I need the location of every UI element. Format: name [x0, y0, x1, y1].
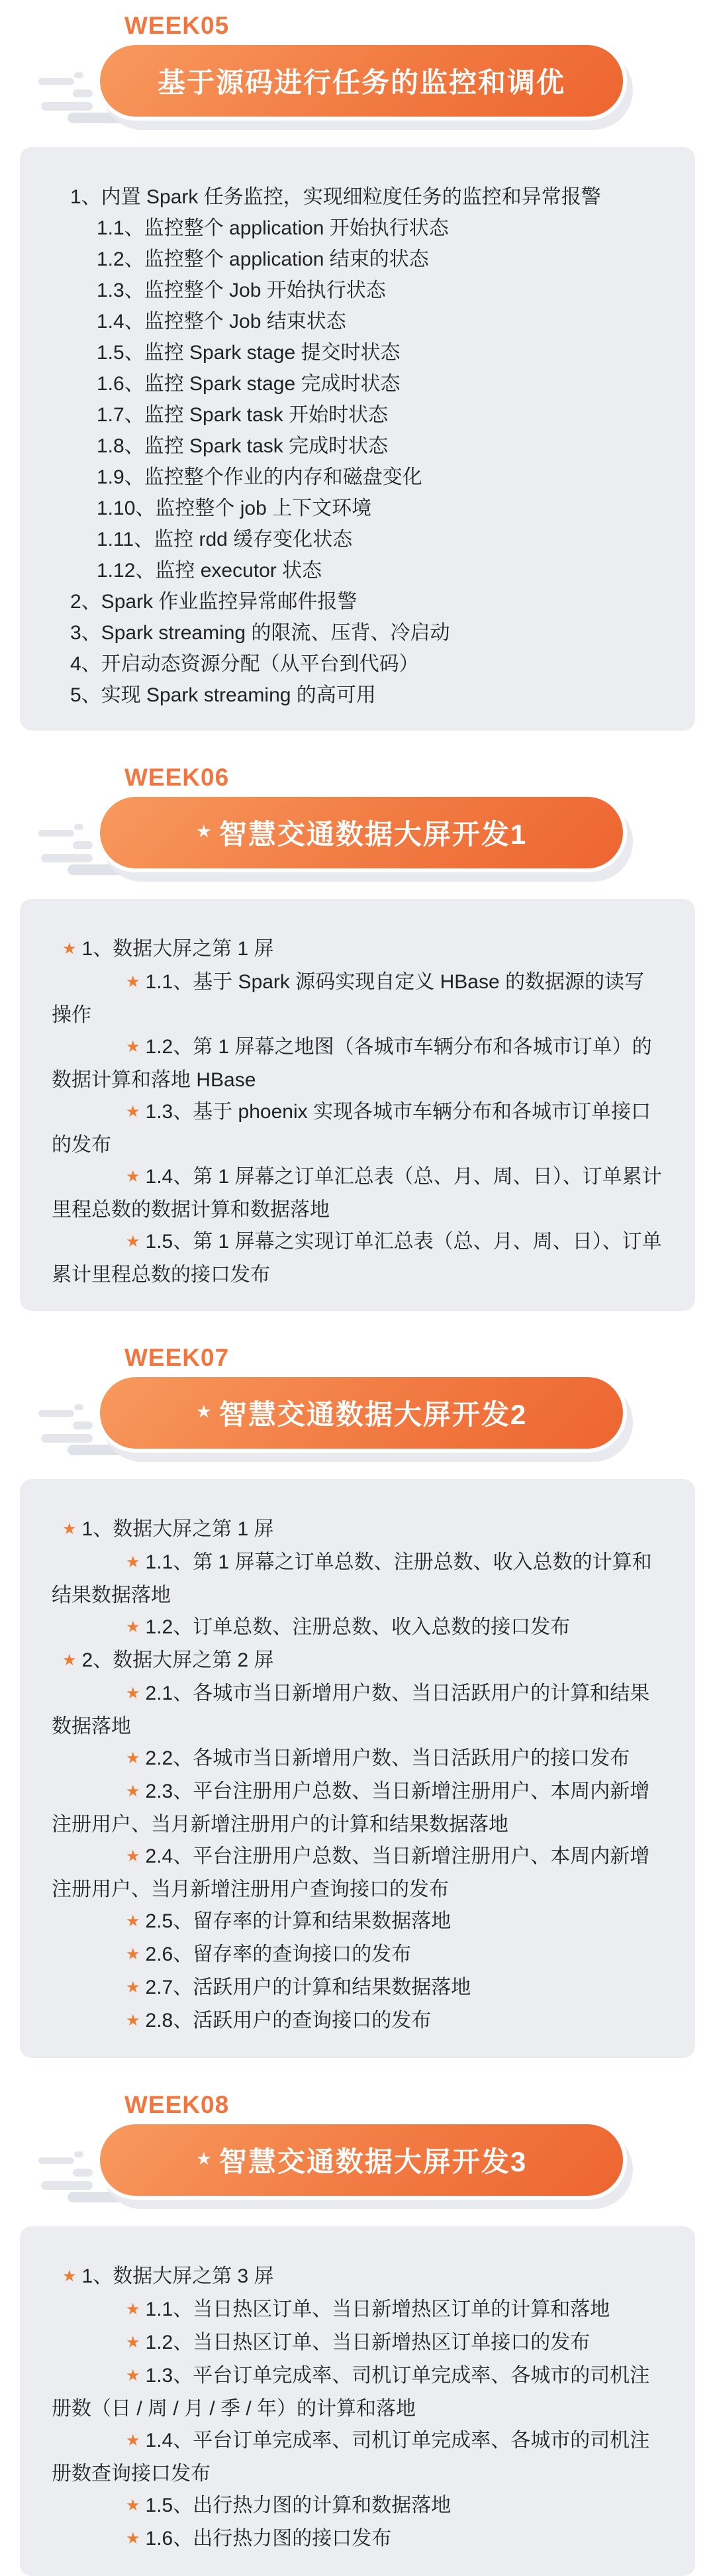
list-item-text: 1.2、第 1 屏幕之地图（各城市车辆分布和各城市订单）的数据计算和落地 HBase — [52, 1036, 652, 1091]
section-banner — [96, 793, 627, 872]
list-item-text: 1.6、监控 Spark stage 完成时状态 — [97, 373, 401, 395]
list-item — [52, 1096, 663, 1161]
list-item-text: 2.7、活跃用户的计算和结果数据落地 — [145, 1977, 471, 1998]
star-bullet-icon: ★ — [126, 1912, 140, 1930]
list-item — [52, 1547, 663, 1612]
speed-line-decoration — [38, 78, 74, 85]
speed-line-decoration — [74, 1404, 83, 1410]
list-item-text: 1.8、监控 Spark task 完成时状态 — [97, 435, 389, 457]
list-item — [52, 2005, 663, 2038]
star-bullet-icon: ★ — [126, 973, 140, 991]
list-item — [52, 2360, 663, 2425]
list-item-text: 4、开启动态资源分配（从平台到代码） — [70, 653, 419, 675]
list-item-text: 1.9、监控整个作业的内存和磁盘变化 — [97, 466, 422, 488]
list-item — [52, 2294, 663, 2327]
list-item-text: 1.4、第 1 屏幕之订单汇总表（总、月、周、日）、订单累计里程总数的数据计算和数据落地 — [52, 1166, 662, 1221]
speed-line-decoration — [38, 830, 74, 837]
list-item-text: 2.1、各城市当日新增用户数、当日活跃用户的计算和结果数据落地 — [52, 1682, 650, 1737]
content-card — [20, 2226, 695, 2576]
list-item-text: 1.5、第 1 屏幕之实现订单汇总表（总、月、周、日）、订单累计里程总数的接口发布 — [52, 1231, 662, 1286]
banner-decoration-wrap — [96, 41, 627, 121]
speed-line-decoration — [38, 2157, 74, 2164]
star-bullet-icon: ★ — [126, 2012, 140, 2030]
week-label: WEEK08 — [124, 2091, 230, 2118]
star-icon: ★ — [195, 2148, 213, 2169]
list-item — [52, 306, 663, 337]
list-item — [52, 524, 663, 555]
list-item-text: 1.10、监控整个 job 上下文环境 — [97, 497, 372, 519]
star-bullet-icon: ★ — [126, 2334, 140, 2351]
list-item-text: 1.12、监控 executor 状态 — [97, 560, 322, 582]
list-item-text: 5、实现 Spark streaming 的高可用 — [70, 684, 376, 706]
star-bullet-icon: ★ — [126, 1945, 140, 1963]
star-bullet-icon: ★ — [126, 1684, 140, 1702]
list-item-text: 1.5、监控 Spark stage 提交时状态 — [97, 342, 401, 364]
list-item-text: 1、内置 Spark 任务监控，实现细粒度任务的监控和异常报警 — [70, 186, 601, 208]
star-icon: ★ — [195, 821, 213, 841]
speed-line-decoration — [73, 89, 93, 97]
list-item — [52, 555, 663, 586]
banner-title-text: 智慧交通数据大屏开发3 — [218, 2146, 528, 2177]
list-item-text: 1、数据大屏之第 3 屏 — [81, 2265, 274, 2287]
list-item — [52, 1939, 663, 1972]
list-item — [52, 431, 663, 462]
star-bullet-icon: ★ — [126, 1847, 140, 1865]
week-section — [0, 12, 715, 731]
list-item — [52, 1031, 663, 1096]
list-item-text: 3、Spark streaming 的限流、压背、冷启动 — [70, 622, 450, 644]
list-item — [52, 1678, 663, 1743]
list-item-text: 2.4、平台注册用户总数、当日新增注册用户、本周内新增注册用户、当月新增注册用户查询接口的发布 — [52, 1845, 650, 1900]
star-bullet-icon: ★ — [126, 2367, 140, 2385]
week-section — [0, 2091, 715, 2576]
section-banner — [96, 41, 627, 121]
banner-title-text: 智慧交通数据大屏开发1 — [218, 819, 528, 850]
list-item-text: 1.3、基于 phoenix 实现各城市车辆分布和各城市订单接口的发布 — [52, 1101, 651, 1156]
speed-line-decoration — [74, 824, 83, 830]
list-item — [52, 493, 663, 524]
list-item-text: 2、Spark 作业监控异常邮件报警 — [70, 591, 358, 613]
list-item-text: 1、数据大屏之第 1 屏 — [81, 1518, 274, 1540]
star-bullet-icon: ★ — [126, 1618, 140, 1636]
list-item — [52, 1776, 663, 1841]
list-item — [52, 1645, 663, 1678]
speed-line-decoration — [73, 841, 93, 849]
star-bullet-icon: ★ — [126, 1038, 140, 1056]
speed-line-decoration — [41, 102, 93, 111]
list-item-text: 1.1、第 1 屏幕之订单总数、注册总数、收入总数的计算和结果数据落地 — [52, 1551, 652, 1606]
list-item-text: 1.3、监控整个 Job 开始执行状态 — [97, 280, 386, 301]
star-bullet-icon: ★ — [62, 940, 77, 958]
banner-decoration-wrap — [96, 2120, 627, 2200]
week-label: WEEK06 — [124, 764, 230, 791]
speed-line-decoration — [73, 1421, 93, 1429]
list-item — [52, 275, 663, 306]
speed-line-decoration — [41, 854, 93, 862]
list-item — [52, 368, 663, 399]
section-banner — [96, 2120, 627, 2200]
star-bullet-icon: ★ — [126, 2530, 140, 2548]
list-item — [52, 680, 663, 711]
list-item — [52, 1612, 663, 1645]
list-item — [52, 181, 663, 213]
content-card — [20, 147, 695, 731]
star-bullet-icon: ★ — [126, 1168, 140, 1186]
list-item-text: 2.2、各城市当日新增用户数、当日活跃用户的接口发布 — [145, 1747, 630, 1769]
list-item — [52, 462, 663, 493]
week-label: WEEK05 — [124, 12, 230, 39]
speed-line-decoration — [74, 72, 83, 78]
star-icon: ★ — [195, 1401, 213, 1421]
banner-decoration-wrap — [96, 1373, 627, 1453]
banner-title-text: 智慧交通数据大屏开发2 — [218, 1399, 528, 1430]
list-item-text: 1.7、监控 Spark task 开始时状态 — [97, 404, 389, 426]
list-item — [52, 648, 663, 680]
list-item — [52, 1972, 663, 2005]
star-bullet-icon: ★ — [126, 2497, 140, 2514]
star-bullet-icon: ★ — [126, 2300, 140, 2318]
list-item-text: 1.2、监控整个 application 结束的状态 — [97, 248, 429, 270]
star-bullet-icon: ★ — [62, 1520, 77, 1538]
week-section — [0, 1344, 715, 2058]
week-section — [0, 764, 715, 1311]
speed-line-decoration — [41, 1434, 93, 1443]
content-card — [20, 899, 695, 1311]
star-bullet-icon: ★ — [126, 2432, 140, 2449]
banner-decoration-wrap — [96, 793, 627, 872]
star-bullet-icon: ★ — [126, 1979, 140, 1996]
star-bullet-icon: ★ — [62, 1651, 77, 1669]
banner-title — [196, 2140, 528, 2180]
list-item — [52, 244, 663, 275]
list-item-text: 1.1、当日热区订单、当日新增热区订单的计算和落地 — [145, 2298, 610, 2320]
list-item — [52, 2425, 663, 2490]
star-bullet-icon: ★ — [126, 1749, 140, 1767]
list-item-text: 2.5、留存率的计算和结果数据落地 — [145, 1910, 452, 1932]
list-item — [52, 2490, 663, 2523]
list-item-text: 2.6、留存率的查询接口的发布 — [145, 1943, 412, 1965]
list-item-text: 1.5、出行热力图的计算和数据落地 — [145, 2495, 452, 2516]
list-item — [52, 2523, 663, 2556]
star-bullet-icon: ★ — [126, 1782, 140, 1800]
list-item-text: 2.8、活跃用户的查询接口的发布 — [145, 2010, 432, 2032]
content-card — [20, 1479, 695, 2058]
banner-title — [158, 61, 565, 101]
list-item-text: 1.4、平台订单完成率、司机订单完成率、各城市的司机注册数查询接口发布 — [52, 2430, 650, 2485]
list-item — [52, 2261, 663, 2294]
list-item — [52, 1841, 663, 1906]
list-item — [52, 617, 663, 648]
star-bullet-icon: ★ — [126, 1233, 140, 1251]
list-item-text: 1.4、监控整个 Job 结束状态 — [97, 311, 346, 333]
speed-line-decoration — [41, 2181, 93, 2190]
list-item — [52, 213, 663, 244]
list-item — [52, 1514, 663, 1547]
list-item — [52, 933, 663, 966]
list-item-text: 1.2、订单总数、注册总数、收入总数的接口发布 — [145, 1616, 571, 1638]
star-bullet-icon: ★ — [62, 2267, 77, 2285]
list-item — [52, 2327, 663, 2360]
banner-title — [196, 1393, 528, 1433]
list-item — [52, 966, 663, 1031]
list-item — [52, 1743, 663, 1776]
star-bullet-icon: ★ — [126, 1103, 140, 1121]
list-item-text: 1.1、基于 Spark 源码实现自定义 HBase 的数据源的读写操作 — [52, 971, 644, 1026]
list-item-text: 1.2、当日热区订单、当日新增热区订单接口的发布 — [145, 2332, 591, 2353]
banner-title-text: 基于源码进行任务的监控和调优 — [157, 67, 565, 98]
list-item-text: 1.6、出行热力图的接口发布 — [145, 2528, 392, 2550]
star-bullet-icon: ★ — [126, 1553, 140, 1571]
speed-line-decoration — [38, 1410, 74, 1417]
banner-title — [196, 813, 528, 852]
list-item-text: 1.1、监控整个 application 开始执行状态 — [97, 217, 449, 239]
list-item — [52, 1906, 663, 1939]
speed-line-decoration — [73, 2169, 93, 2177]
list-item — [52, 1161, 663, 1226]
list-item-text: 1、数据大屏之第 1 屏 — [81, 938, 274, 960]
list-item-text: 1.3、平台订单完成率、司机订单完成率、各城市的司机注册数（日 / 周 / 月 / 季 / 年）的计算和落地 — [52, 2365, 650, 2420]
list-item-text: 2.3、平台注册用户总数、当日新增注册用户、本周内新增注册用户、当月新增注册用户的计算和结果数据落地 — [52, 1780, 650, 1835]
list-item — [52, 586, 663, 617]
list-item-text: 1.11、监控 rdd 缓存变化状态 — [97, 529, 353, 550]
section-banner — [96, 1373, 627, 1453]
list-item — [52, 399, 663, 431]
list-item-text: 2、数据大屏之第 2 屏 — [81, 1649, 274, 1671]
list-item — [52, 1226, 663, 1291]
speed-line-decoration — [74, 2151, 83, 2157]
list-item — [52, 337, 663, 368]
week-label: WEEK07 — [124, 1344, 230, 1371]
